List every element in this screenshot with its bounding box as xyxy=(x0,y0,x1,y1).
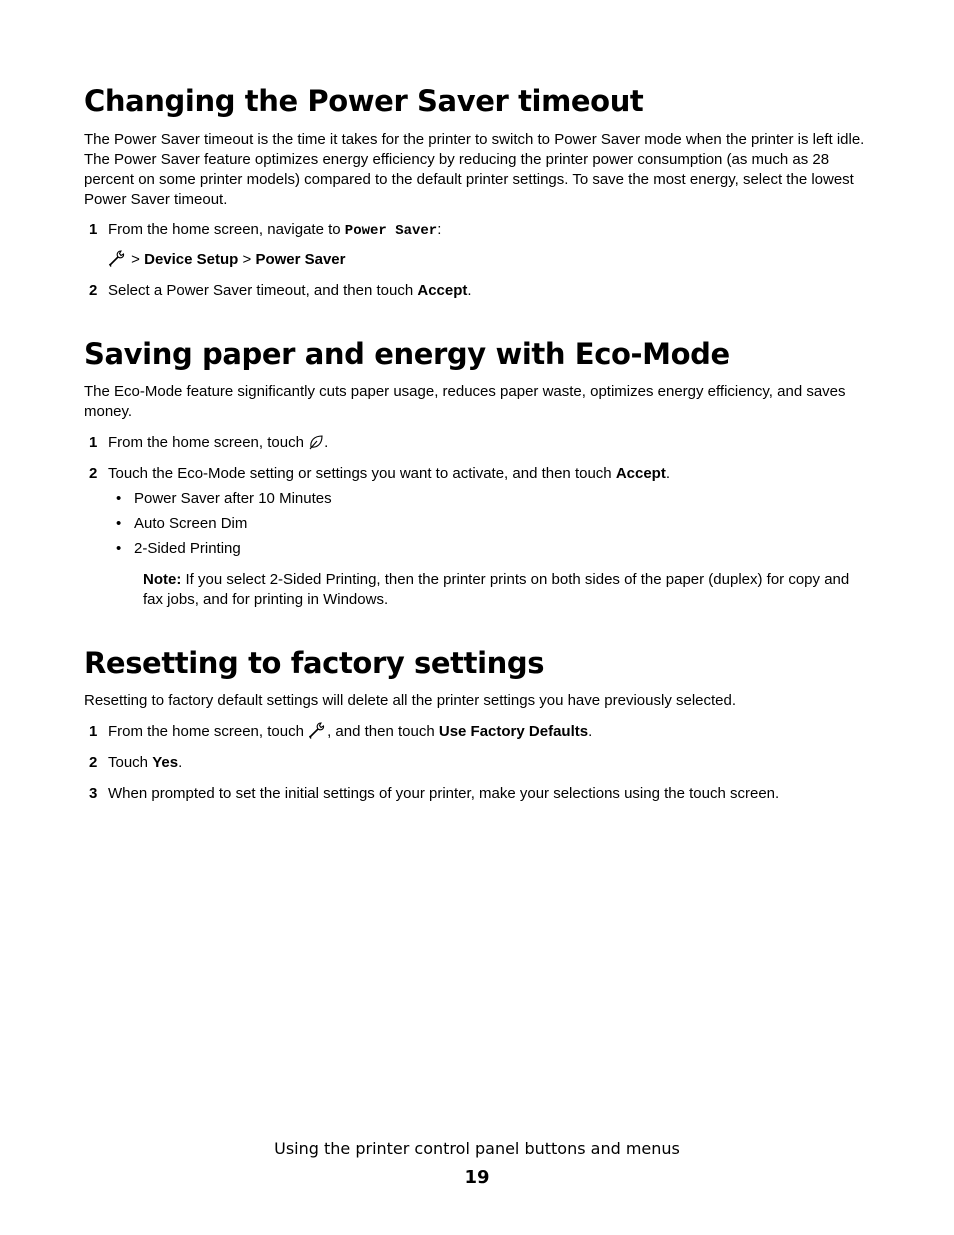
step-number: 2 xyxy=(89,465,98,482)
use-factory-defaults-label: Use Factory Defaults xyxy=(438,723,589,740)
step-suffix: . xyxy=(467,282,472,299)
eco-leaf-icon xyxy=(308,434,324,456)
page-number: 19 xyxy=(464,1167,490,1188)
menu-path xyxy=(108,250,346,273)
paragraph-eco-mode: The Eco-Mode feature significantly cuts paper usage, reduces paper waste, optimizes energy efficiency, and saves money. xyxy=(84,383,846,420)
step-text: Touch xyxy=(108,754,153,771)
bullet-text: Power Saver after 10 Minutes xyxy=(134,490,332,507)
path-device-setup: Device Setup xyxy=(144,251,239,268)
step-text: When prompted to set the initial settings of your printer, make your selections using the touch screen. xyxy=(108,785,780,802)
step-text: Touch the Eco-Mode setting or settings you want to activate, and then touch xyxy=(108,465,616,482)
step-suffix: . xyxy=(324,434,329,451)
bullet-text: Auto Screen Dim xyxy=(134,515,248,532)
bullet-dot: • xyxy=(116,515,122,532)
step-number: 1 xyxy=(89,434,98,451)
yes-label: Yes xyxy=(152,754,179,771)
step-number: 2 xyxy=(89,754,98,771)
footer-title: Using the printer control panel buttons and menus xyxy=(274,1139,680,1158)
heading-power-saver: Changing the Power Saver timeout xyxy=(84,84,644,118)
note-text: If you select 2-Sided Printing, then the printer prints on both sides of the paper (duplex) for copy and fax jobs, and for printing in Windows. xyxy=(143,571,850,608)
path-separator: > xyxy=(238,251,256,268)
path-power-saver: Power Saver xyxy=(255,251,346,268)
step-number: 1 xyxy=(89,723,98,740)
step-text: From the home screen, navigate to xyxy=(108,221,345,238)
accept-label: Accept xyxy=(615,465,666,482)
wrench-icon xyxy=(308,722,327,745)
wrench-icon xyxy=(108,250,127,273)
path-separator: > xyxy=(127,251,145,268)
bullet-dot: • xyxy=(116,490,122,507)
heading-eco-mode: Saving paper and energy with Eco-Mode xyxy=(84,337,730,371)
accept-label: Accept xyxy=(417,282,468,299)
code-power-saver: Power Saver xyxy=(344,223,438,239)
step-suffix: : xyxy=(437,221,442,238)
note xyxy=(143,570,873,610)
step-suffix: . xyxy=(588,723,593,740)
paragraph-factory-settings: Resetting to factory default settings will delete all the printer settings you have previously selected. xyxy=(84,692,737,709)
step-suffix: . xyxy=(178,754,183,771)
step-number: 3 xyxy=(89,785,98,802)
step-text: From the home screen, touch xyxy=(108,434,309,451)
step-number: 2 xyxy=(89,282,98,299)
step-text: From the home screen, touch xyxy=(108,723,309,740)
bullet-text: 2-Sided Printing xyxy=(134,540,241,557)
step-text-mid: , and then touch xyxy=(327,723,439,740)
heading-factory-settings: Resetting to factory settings xyxy=(84,646,545,680)
step-suffix: . xyxy=(665,465,671,482)
step-text: Select a Power Saver timeout, and then touch xyxy=(108,282,418,299)
bullet-dot: • xyxy=(116,540,122,557)
note-label: Note: xyxy=(143,571,182,588)
paragraph-power-saver: The Power Saver timeout is the time it takes for the printer to switch to Power Saver mode when the printer is left idle. The Power Saver feature optimizes energy efficiency by reducing the printer power consumption (as much as 28 percent on some printer models) compared to the default printer settings. To save the most energy, select the lowest Power Saver timeout. xyxy=(84,131,865,208)
step-number: 1 xyxy=(89,221,98,238)
